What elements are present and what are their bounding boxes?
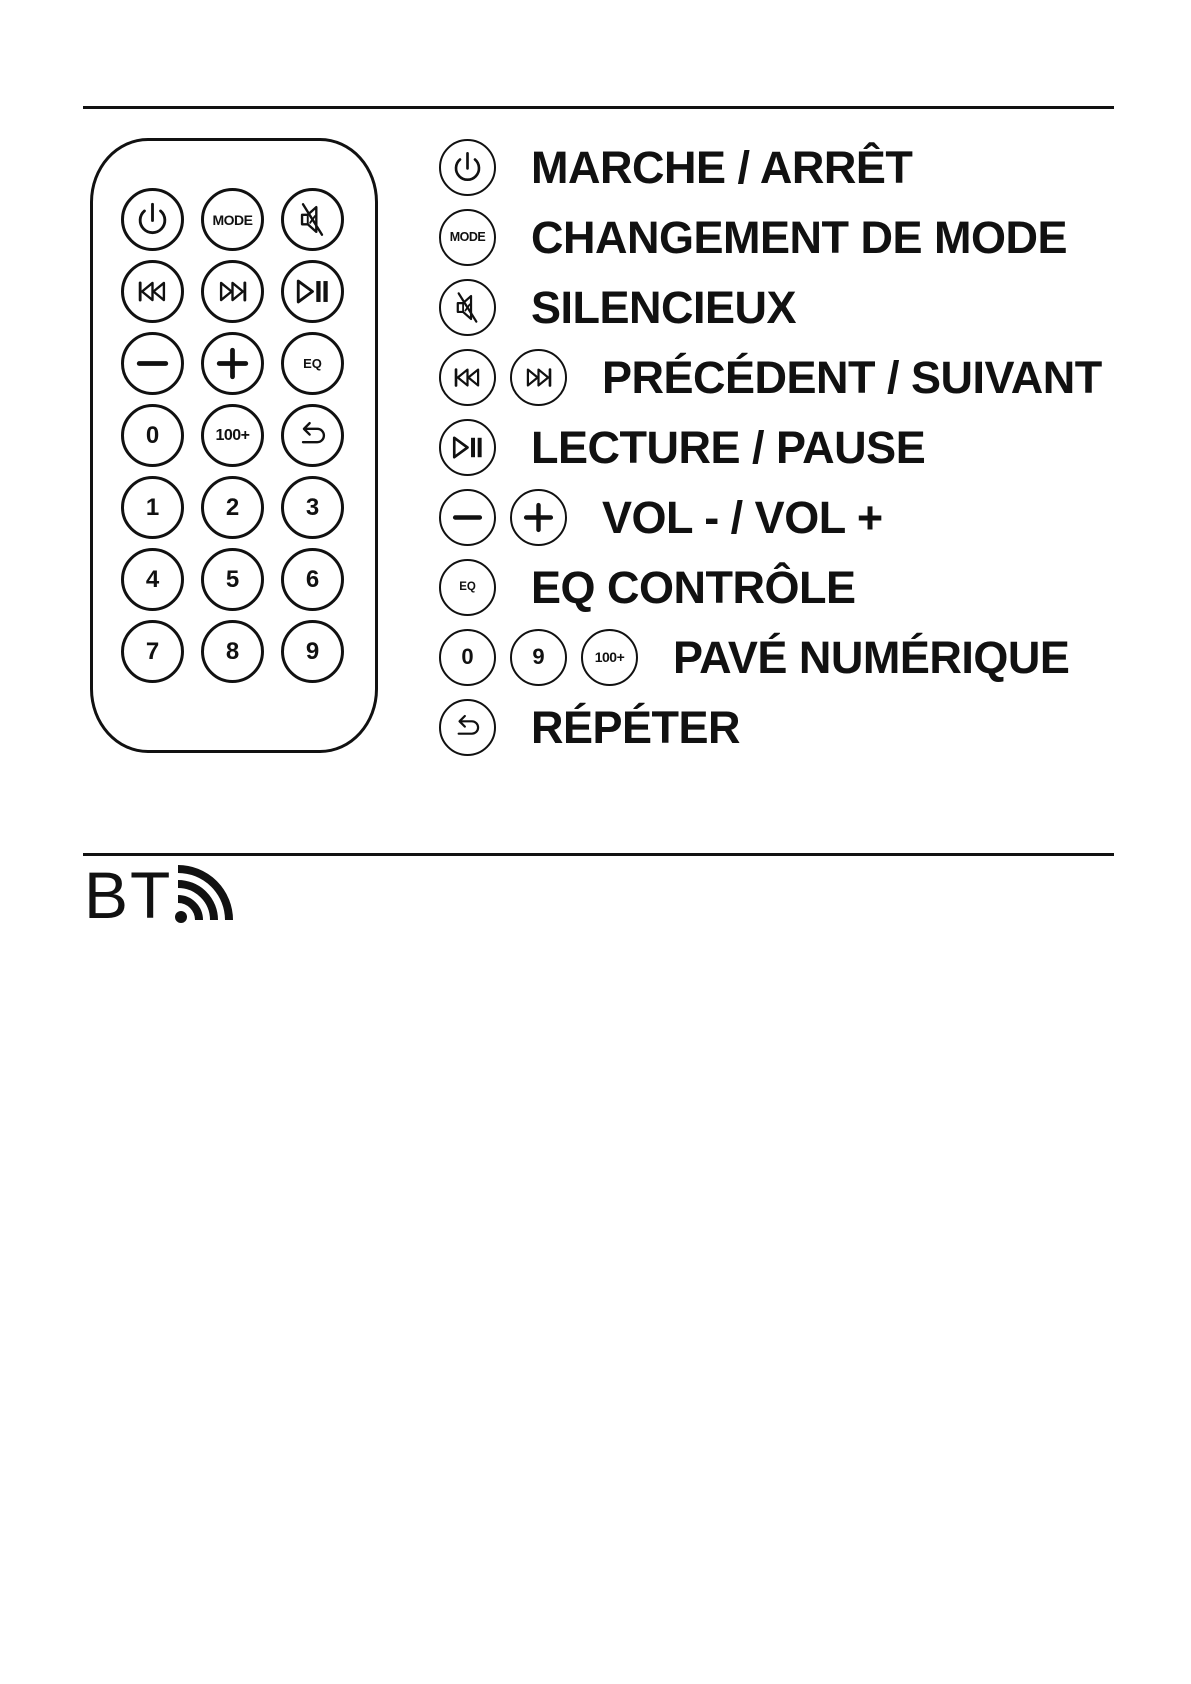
play-pause-icon xyxy=(284,263,341,320)
remote-minus-button xyxy=(121,332,184,395)
button-label: 0 xyxy=(461,644,474,669)
legend-next-symbol xyxy=(510,349,567,406)
remote-mode-button xyxy=(201,188,264,251)
legend-row xyxy=(439,342,1102,412)
remote-eq-button xyxy=(281,332,344,395)
button-label: MODE xyxy=(449,230,486,244)
remote-previous-button xyxy=(121,260,184,323)
legend-icons xyxy=(439,139,496,196)
legend-label: SILENCIEUX xyxy=(531,281,797,333)
mute-icon xyxy=(284,191,341,248)
legend-9-symbol xyxy=(510,629,567,686)
remote-repeat-button xyxy=(281,404,344,467)
next-icon xyxy=(512,351,565,404)
legend-row xyxy=(439,272,1102,342)
legend-icons xyxy=(439,559,496,616)
legend-label: LECTURE / PAUSE xyxy=(531,421,926,473)
legend-icons xyxy=(439,699,496,756)
legend-label: PAVÉ NUMÉRIQUE xyxy=(673,631,1070,683)
remote-5-button xyxy=(201,548,264,611)
plus-icon xyxy=(204,335,261,392)
legend-icons xyxy=(439,209,496,266)
remote-control xyxy=(90,138,378,753)
legend-previous-symbol xyxy=(439,349,496,406)
remote-power-button xyxy=(121,188,184,251)
remote-mute-button xyxy=(281,188,344,251)
previous-icon xyxy=(441,351,494,404)
button-label: MODE xyxy=(212,211,253,228)
legend-0-symbol xyxy=(439,629,496,686)
remote-button-grid xyxy=(121,188,344,683)
legend-plus-symbol xyxy=(510,489,567,546)
legend-label: EQ CONTRÔLE xyxy=(531,561,856,613)
legend-row xyxy=(439,622,1102,692)
remote-9-button xyxy=(281,620,344,683)
repeat-icon xyxy=(441,701,494,754)
button-label: 4 xyxy=(145,565,160,593)
minus-icon xyxy=(124,335,181,392)
remote-play-pause-button xyxy=(281,260,344,323)
legend-play-pause-symbol xyxy=(439,419,496,476)
power-icon xyxy=(124,191,181,248)
remote-7-button xyxy=(121,620,184,683)
legend-icons xyxy=(439,489,567,546)
legend-mute-symbol xyxy=(439,279,496,336)
play-pause-icon xyxy=(441,421,494,474)
legend-label: RÉPÉTER xyxy=(531,701,741,753)
remote-0-button xyxy=(121,404,184,467)
minus-icon xyxy=(441,491,494,544)
legend-power-symbol xyxy=(439,139,496,196)
remote-8-button xyxy=(201,620,264,683)
remote-next-button xyxy=(201,260,264,323)
legend-row xyxy=(439,482,1102,552)
button-label: 1 xyxy=(145,493,160,521)
top-rule xyxy=(83,106,1114,109)
button-label: 100+ xyxy=(215,426,250,444)
button-label: 3 xyxy=(305,493,320,521)
button-label: 9 xyxy=(305,637,320,665)
legend-row xyxy=(439,552,1102,622)
mute-icon xyxy=(441,281,494,334)
power-icon xyxy=(441,141,494,194)
button-label: 8 xyxy=(225,637,240,665)
button-label: 2 xyxy=(225,493,240,521)
remote-4-button xyxy=(121,548,184,611)
section-divider xyxy=(83,853,1114,856)
button-legend xyxy=(439,132,1102,762)
bluetooth-heading: BT xyxy=(84,858,173,932)
button-label: EQ xyxy=(303,356,322,371)
previous-icon xyxy=(124,263,181,320)
signal-waves-icon xyxy=(172,862,234,926)
button-label: 9 xyxy=(532,644,545,669)
button-label: 100+ xyxy=(594,649,625,665)
legend-row xyxy=(439,692,1102,762)
legend-icons xyxy=(439,419,496,476)
remote-3-button xyxy=(281,476,344,539)
button-label: 6 xyxy=(305,565,320,593)
remote-2-button xyxy=(201,476,264,539)
legend-label: VOL - / VOL + xyxy=(602,491,883,543)
legend-row xyxy=(439,132,1102,202)
legend-label: MARCHE / ARRÊT xyxy=(531,141,913,193)
legend-label: PRÉCÉDENT / SUIVANT xyxy=(602,351,1102,403)
legend-icons xyxy=(439,349,567,406)
next-icon xyxy=(204,263,261,320)
remote-6-button xyxy=(281,548,344,611)
button-label: EQ xyxy=(459,581,476,593)
remote-100plus-button xyxy=(201,404,264,467)
legend-icons xyxy=(439,629,638,686)
legend-label: CHANGEMENT DE MODE xyxy=(531,211,1068,263)
plus-icon xyxy=(512,491,565,544)
legend-eq-symbol xyxy=(439,559,496,616)
button-label: 7 xyxy=(145,637,160,665)
legend-100plus-symbol xyxy=(581,629,638,686)
repeat-icon xyxy=(284,407,341,464)
legend-row xyxy=(439,202,1102,272)
legend-row xyxy=(439,412,1102,482)
remote-1-button xyxy=(121,476,184,539)
legend-mode-symbol xyxy=(439,209,496,266)
legend-icons xyxy=(439,279,496,336)
button-label: 5 xyxy=(225,565,240,593)
legend-minus-symbol xyxy=(439,489,496,546)
button-label: 0 xyxy=(145,421,160,449)
remote-plus-button xyxy=(201,332,264,395)
legend-repeat-symbol xyxy=(439,699,496,756)
